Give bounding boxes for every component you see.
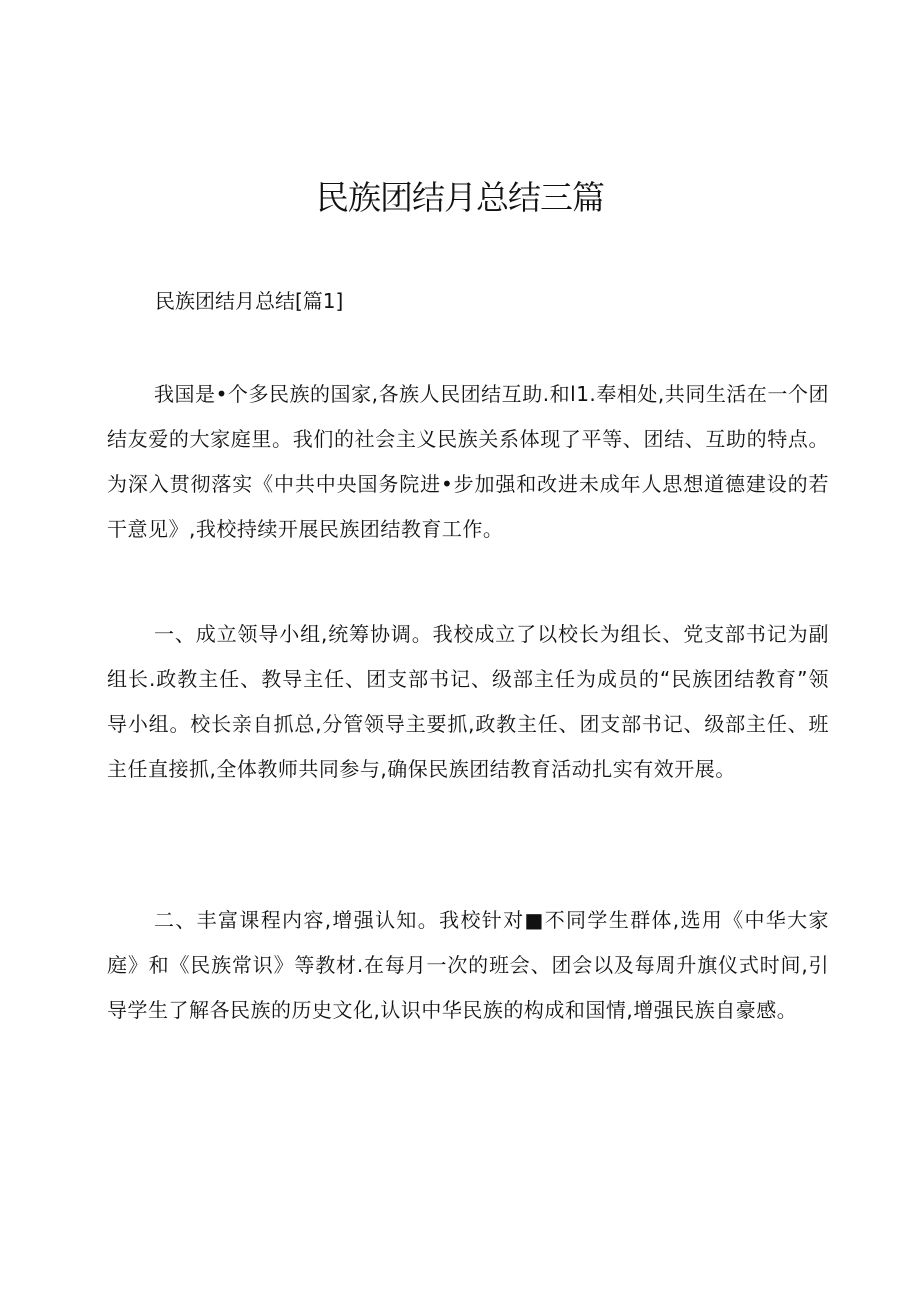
paragraph-curriculum: 二、丰富课程内容,增强认知。我校针对■不同学生群体,选用《中华大家庭》和《民族常识》等教材.在每月一次的班会、团会以及每周升旗仪式时间,引导学生了解各民族的历史文化,认识中华民族的构成和国情,增强民族自豪感。 <box>107 908 829 1022</box>
paragraph-leadership-group: 一、成立领导小组,统筹协调。我校成立了以校长为组长、党支部书记为副组长.政教主任、教导主任、团支部书记、级部主任为成员的“民族团结教育”领导小组。校长亲自抓总,分管领导主要抓,政教主任、团支部书记、级部主任、班主任直接抓,全体教师共同参与,确保民族团结教育活动扎实有效开展。 <box>107 622 829 781</box>
document-title: 民族团结月总结三篇 <box>316 178 604 217</box>
paragraph-intro: 我国是•个多民族的国家,各族人民团结互助.和l1.奉相处,共同生活在一个团结友爱的大家庭里。我们的社会主义民族关系体现了平等、团结、互助的特点。为深入贯彻落实《中共中央国务院进•步加强和改进未成年人思想道德建设的若干意见》,我校持续开展民族团结教育工作。 <box>107 382 829 541</box>
section-heading: 民族团结月总结[篇1] <box>155 289 344 313</box>
